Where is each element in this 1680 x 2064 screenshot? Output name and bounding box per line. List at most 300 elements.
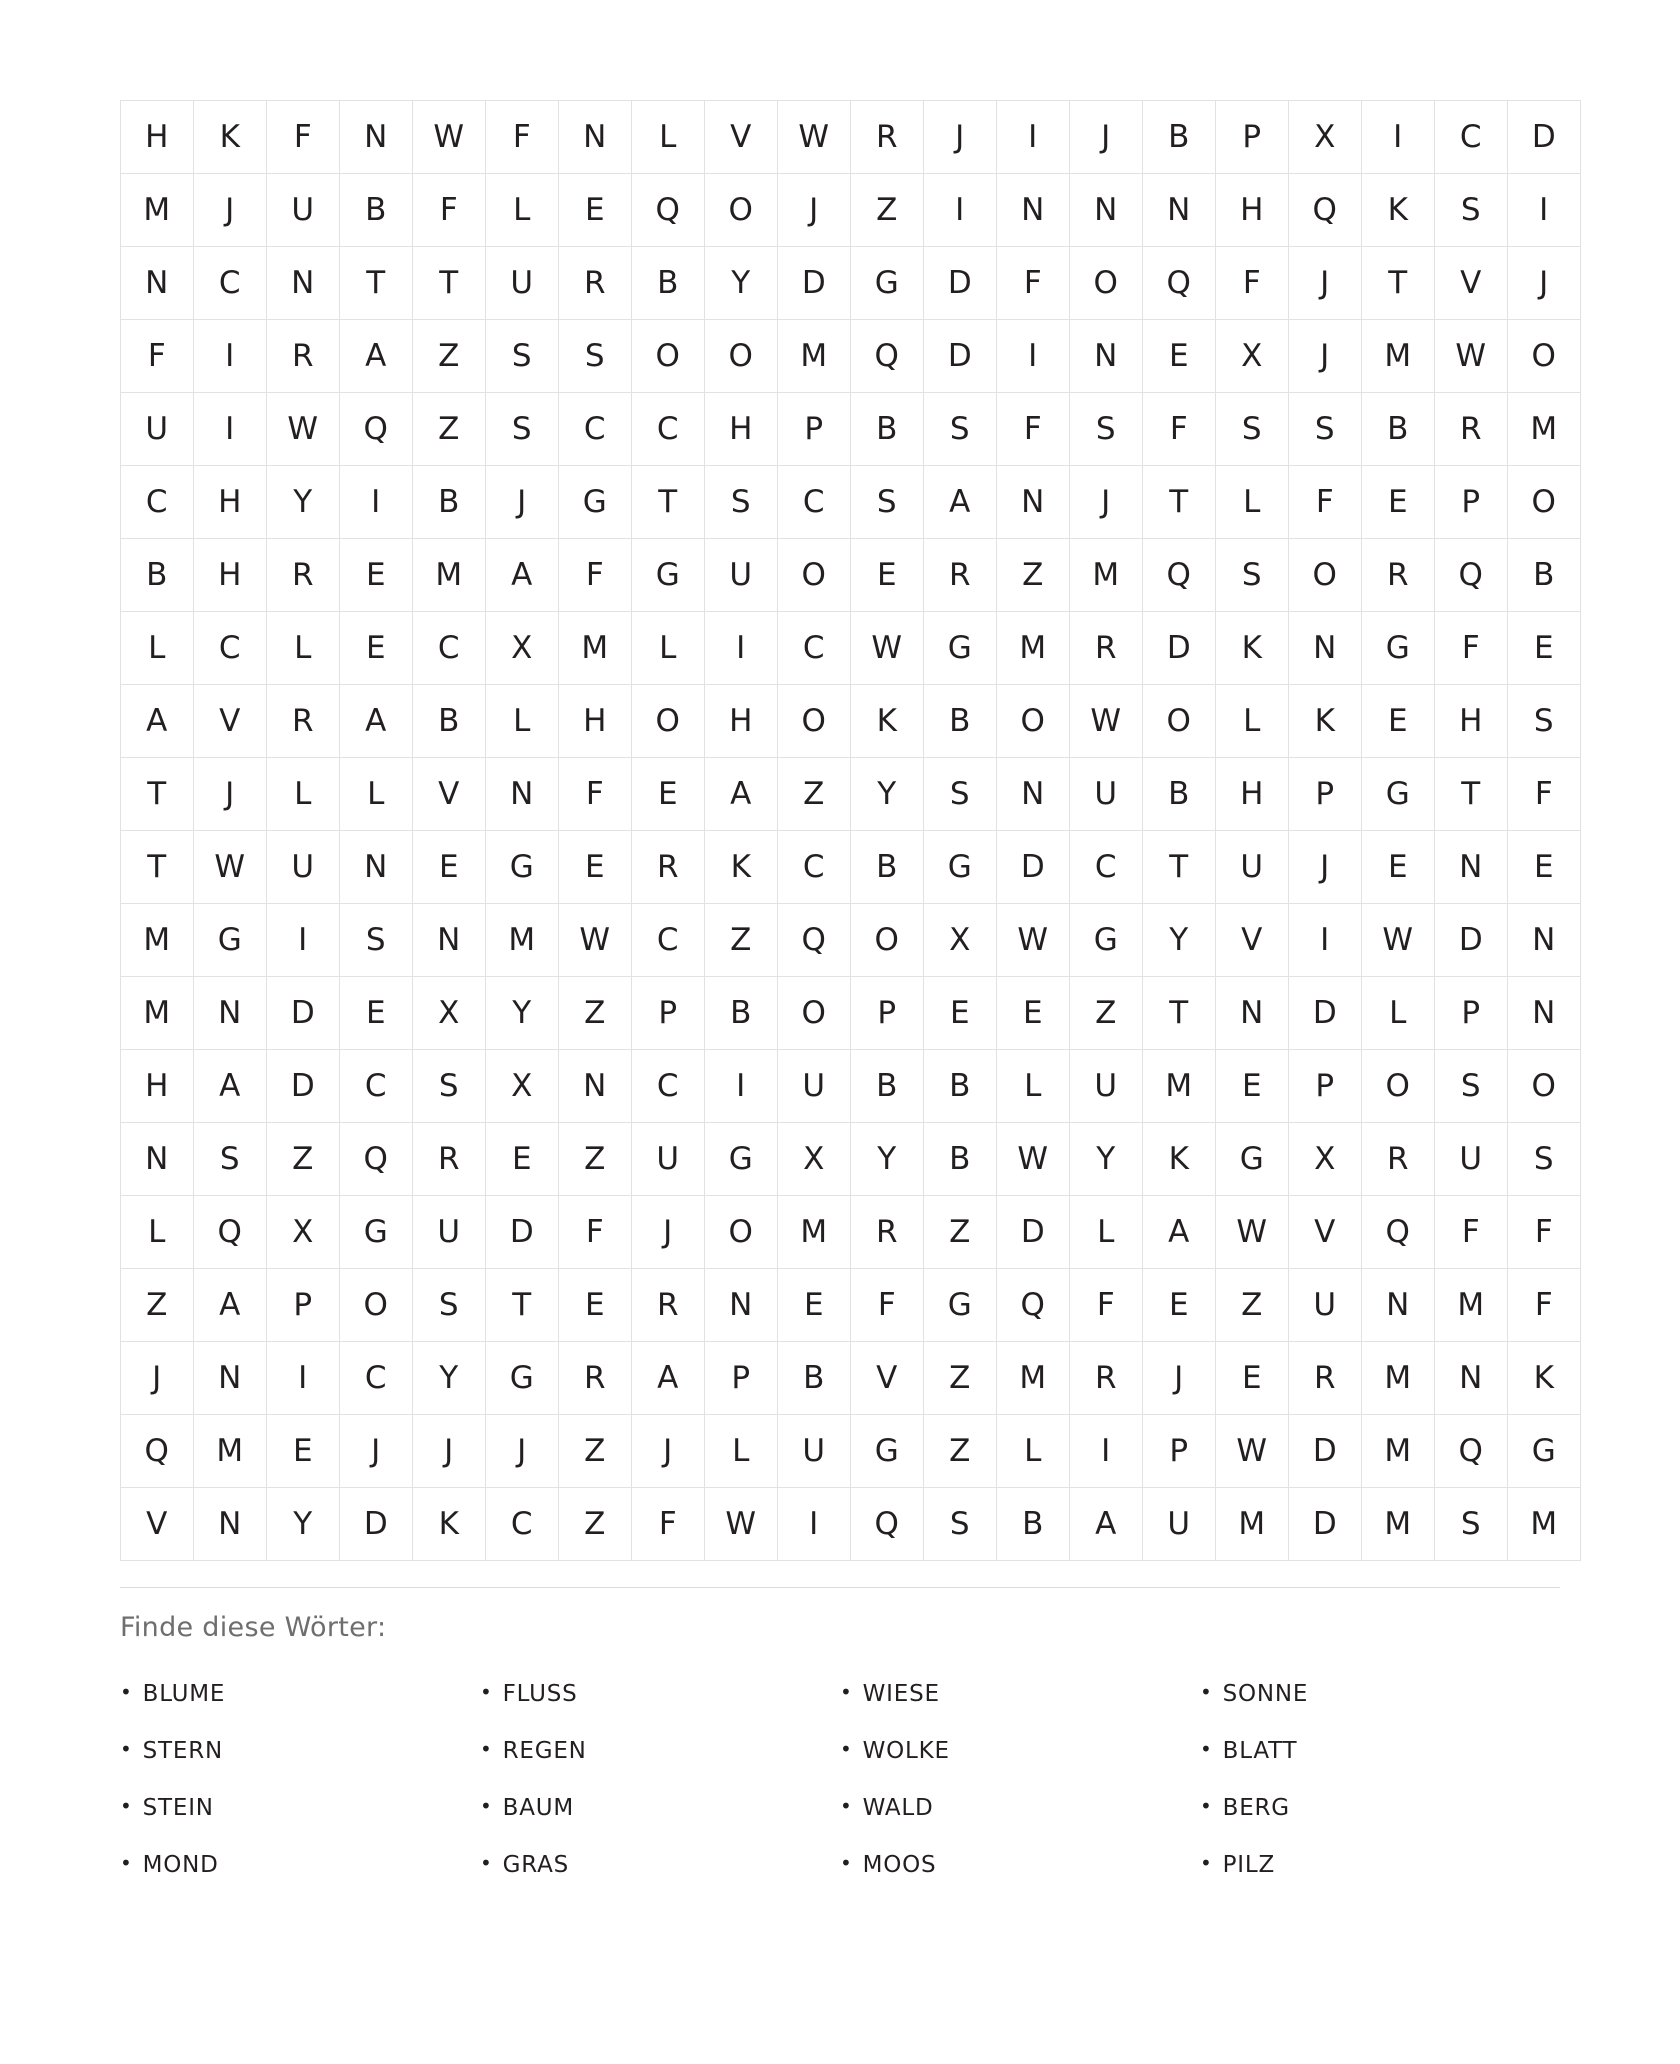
grid-cell: Z [851, 174, 924, 247]
grid-cell: E [1362, 466, 1435, 539]
grid-cell: S [1216, 539, 1289, 612]
bullet-icon: • [480, 1851, 493, 1875]
grid-row [121, 977, 1581, 1050]
grid-cell: J [1289, 831, 1362, 904]
grid-cell: V [1435, 247, 1508, 320]
grid-cell: M [1143, 1050, 1216, 1123]
grid-cell: X [924, 904, 997, 977]
list-item [840, 1665, 1200, 1722]
grid-cell: L [486, 685, 559, 758]
grid-cell: U [1216, 831, 1289, 904]
grid-cell: M [413, 539, 486, 612]
grid-cell: F [1070, 1269, 1143, 1342]
grid-cell: I [778, 1488, 851, 1561]
grid-cell: J [1289, 320, 1362, 393]
grid-cell: Y [486, 977, 559, 1050]
grid-cell: E [1362, 831, 1435, 904]
grid-cell: I [997, 101, 1070, 174]
grid-cell: F [486, 101, 559, 174]
word-label: MOND [142, 1852, 219, 1878]
grid-cell: I [924, 174, 997, 247]
grid-cell: S [1435, 1488, 1508, 1561]
grid-cell: E [1508, 831, 1581, 904]
grid-cell: J [413, 1415, 486, 1488]
grid-cell: X [486, 1050, 559, 1123]
grid-cell: W [1435, 320, 1508, 393]
grid-cell: V [1216, 904, 1289, 977]
grid-cell: M [1362, 1342, 1435, 1415]
grid-cell: U [632, 1123, 705, 1196]
grid-cell: P [705, 1342, 778, 1415]
grid-cell: T [632, 466, 705, 539]
grid-cell: T [1362, 247, 1435, 320]
grid-cell: L [121, 1196, 194, 1269]
grid-cell: G [851, 1415, 924, 1488]
grid-cell: J [1070, 466, 1143, 539]
grid-cell: M [1216, 1488, 1289, 1561]
grid-cell: C [194, 247, 267, 320]
grid-cell: N [486, 758, 559, 831]
grid-cell: Z [559, 1488, 632, 1561]
grid-cell: H [1216, 174, 1289, 247]
grid-cell: M [559, 612, 632, 685]
grid-cell: V [851, 1342, 924, 1415]
grid-cell: M [1362, 320, 1435, 393]
word-label: BERG [1222, 1795, 1290, 1821]
grid-cell: B [778, 1342, 851, 1415]
grid-cell: B [340, 174, 413, 247]
word-list-title: Finde diese Wörter: [120, 1612, 387, 1643]
word-label: BAUM [502, 1795, 575, 1821]
grid-cell: C [413, 612, 486, 685]
grid-cell: Y [267, 1488, 340, 1561]
grid-cell: C [778, 612, 851, 685]
grid-cell: G [1216, 1123, 1289, 1196]
grid-row [121, 1342, 1581, 1415]
bullet-icon: • [1200, 1680, 1213, 1704]
grid-cell: T [340, 247, 413, 320]
grid-cell: S [1508, 685, 1581, 758]
grid-cell: J [1070, 101, 1143, 174]
grid-cell: F [997, 247, 1070, 320]
grid-cell: T [1143, 977, 1216, 1050]
grid-cell: D [486, 1196, 559, 1269]
grid-cell: L [1362, 977, 1435, 1050]
grid-cell: I [194, 320, 267, 393]
grid-cell: G [486, 831, 559, 904]
grid-cell: N [340, 831, 413, 904]
grid-cell: E [340, 539, 413, 612]
grid-cell: N [559, 1050, 632, 1123]
grid-cell: S [413, 1050, 486, 1123]
grid-cell: N [1362, 1269, 1435, 1342]
grid-cell: J [340, 1415, 413, 1488]
grid-cell: Q [632, 174, 705, 247]
grid-cell: P [1289, 1050, 1362, 1123]
grid-cell: W [705, 1488, 778, 1561]
grid-cell: G [340, 1196, 413, 1269]
word-label: MOOS [862, 1852, 937, 1878]
grid-cell: Z [924, 1196, 997, 1269]
grid-cell: B [413, 466, 486, 539]
grid-cell: M [121, 174, 194, 247]
bullet-icon: • [480, 1680, 493, 1704]
grid-cell: S [705, 466, 778, 539]
word-list-column [120, 1665, 480, 1893]
grid-cell: A [1070, 1488, 1143, 1561]
grid-cell: X [267, 1196, 340, 1269]
grid-cell: L [121, 612, 194, 685]
grid-cell: S [924, 1488, 997, 1561]
grid-cell: L [997, 1050, 1070, 1123]
grid-cell: B [1362, 393, 1435, 466]
grid-cell: B [1508, 539, 1581, 612]
grid-cell: M [121, 904, 194, 977]
grid-cell: R [851, 101, 924, 174]
grid-cell: U [486, 247, 559, 320]
grid-row [121, 1050, 1581, 1123]
grid-cell: G [632, 539, 705, 612]
grid-cell: Q [1362, 1196, 1435, 1269]
grid-row [121, 831, 1581, 904]
list-item [840, 1779, 1200, 1836]
grid-cell: M [194, 1415, 267, 1488]
grid-cell: Y [413, 1342, 486, 1415]
grid-cell: L [1216, 685, 1289, 758]
grid-cell: R [1362, 1123, 1435, 1196]
grid-cell: L [267, 612, 340, 685]
grid-cell: O [705, 320, 778, 393]
grid-cell: E [851, 539, 924, 612]
list-item [120, 1665, 480, 1722]
grid-cell: P [632, 977, 705, 1050]
grid-cell: F [559, 1196, 632, 1269]
grid-cell: Z [559, 1415, 632, 1488]
word-list-column [480, 1665, 840, 1893]
bullet-icon: • [1200, 1737, 1213, 1761]
grid-cell: F [559, 758, 632, 831]
grid-row [121, 1123, 1581, 1196]
grid-cell: N [194, 1342, 267, 1415]
grid-cell: H [705, 393, 778, 466]
grid-cell: N [194, 1488, 267, 1561]
grid-cell: D [1508, 101, 1581, 174]
grid-cell: E [340, 612, 413, 685]
grid-cell: W [1216, 1415, 1289, 1488]
grid-cell: K [1362, 174, 1435, 247]
grid-cell: A [705, 758, 778, 831]
grid-cell: S [924, 393, 997, 466]
grid-cell: W [1362, 904, 1435, 977]
grid-cell: L [1216, 466, 1289, 539]
grid-cell: Z [559, 977, 632, 1050]
grid-cell: U [1289, 1269, 1362, 1342]
bullet-icon: • [840, 1737, 853, 1761]
grid-cell: Q [194, 1196, 267, 1269]
bullet-icon: • [120, 1737, 133, 1761]
grid-cell: Z [1216, 1269, 1289, 1342]
grid-cell: A [121, 685, 194, 758]
grid-cell: Q [851, 320, 924, 393]
grid-cell: E [924, 977, 997, 1050]
grid-cell: R [632, 831, 705, 904]
grid-cell: P [1289, 758, 1362, 831]
grid-cell: R [632, 1269, 705, 1342]
grid-cell: E [267, 1415, 340, 1488]
grid-cell: G [1508, 1415, 1581, 1488]
grid-cell: G [194, 904, 267, 977]
word-label: PILZ [1222, 1852, 1276, 1878]
grid-cell: W [1216, 1196, 1289, 1269]
grid-cell: F [851, 1269, 924, 1342]
grid-cell: W [413, 101, 486, 174]
bullet-icon: • [120, 1794, 133, 1818]
section-divider [120, 1587, 1560, 1588]
grid-cell: D [340, 1488, 413, 1561]
grid-cell: S [1435, 1050, 1508, 1123]
grid-cell: F [1435, 1196, 1508, 1269]
word-label: SONNE [1222, 1681, 1309, 1707]
grid-cell: N [340, 101, 413, 174]
grid-cell: Z [705, 904, 778, 977]
grid-cell: R [559, 247, 632, 320]
grid-cell: U [267, 831, 340, 904]
grid-cell: I [1289, 904, 1362, 977]
grid-cell: A [924, 466, 997, 539]
grid-cell: W [997, 904, 1070, 977]
grid-cell: E [559, 1269, 632, 1342]
grid-cell: X [778, 1123, 851, 1196]
list-item [120, 1722, 480, 1779]
grid-cell: O [340, 1269, 413, 1342]
grid-cell: F [1143, 393, 1216, 466]
puzzle-grid [120, 100, 1581, 1561]
grid-cell: Q [1435, 1415, 1508, 1488]
grid-cell: G [924, 831, 997, 904]
grid-cell: J [486, 466, 559, 539]
grid-cell: S [851, 466, 924, 539]
grid-cell: F [1508, 758, 1581, 831]
grid-cell: I [705, 612, 778, 685]
grid-cell: T [1143, 831, 1216, 904]
grid-cell: Q [1143, 247, 1216, 320]
grid-cell: N [997, 174, 1070, 247]
grid-cell: D [1143, 612, 1216, 685]
grid-cell: J [121, 1342, 194, 1415]
word-list-column [840, 1665, 1200, 1893]
grid-cell: E [559, 831, 632, 904]
grid-cell: J [632, 1415, 705, 1488]
grid-cell: L [632, 101, 705, 174]
grid-cell: S [1435, 174, 1508, 247]
grid-cell: C [1435, 101, 1508, 174]
grid-cell: B [705, 977, 778, 1050]
grid-cell: X [1289, 1123, 1362, 1196]
grid-cell: P [1435, 466, 1508, 539]
grid-cell: U [778, 1050, 851, 1123]
grid-cell: R [267, 320, 340, 393]
list-item [480, 1779, 840, 1836]
grid-cell: S [486, 320, 559, 393]
grid-cell: L [1070, 1196, 1143, 1269]
grid-cell: G [559, 466, 632, 539]
grid-cell: U [121, 393, 194, 466]
grid-cell: N [121, 1123, 194, 1196]
grid-cell: A [340, 320, 413, 393]
grid-cell: D [1289, 1488, 1362, 1561]
grid-cell: W [778, 101, 851, 174]
grid-cell: X [1289, 101, 1362, 174]
grid-cell: J [632, 1196, 705, 1269]
grid-cell: X [1216, 320, 1289, 393]
grid-cell: Q [778, 904, 851, 977]
grid-cell: F [1508, 1196, 1581, 1269]
grid-cell: Q [340, 1123, 413, 1196]
grid-cell: V [194, 685, 267, 758]
grid-cell: Z [413, 320, 486, 393]
list-item [480, 1836, 840, 1893]
grid-cell: F [632, 1488, 705, 1561]
grid-cell: B [632, 247, 705, 320]
grid-cell: R [1289, 1342, 1362, 1415]
grid-cell: O [1362, 1050, 1435, 1123]
grid-cell: A [632, 1342, 705, 1415]
grid-cell: E [413, 831, 486, 904]
grid-row [121, 1415, 1581, 1488]
grid-cell: N [1070, 320, 1143, 393]
grid-cell: S [924, 758, 997, 831]
grid-cell: L [486, 174, 559, 247]
grid-cell: K [1508, 1342, 1581, 1415]
bullet-icon: • [1200, 1794, 1213, 1818]
bullet-icon: • [840, 1680, 853, 1704]
grid-cell: I [997, 320, 1070, 393]
word-label: BLATT [1222, 1738, 1298, 1764]
grid-cell: S [194, 1123, 267, 1196]
grid-cell: U [778, 1415, 851, 1488]
grid-cell: S [486, 393, 559, 466]
grid-cell: Q [121, 1415, 194, 1488]
grid-cell: G [486, 1342, 559, 1415]
grid-cell: R [267, 685, 340, 758]
grid-row [121, 904, 1581, 977]
grid-cell: Y [267, 466, 340, 539]
grid-cell: H [121, 101, 194, 174]
grid-cell: Q [851, 1488, 924, 1561]
grid-cell: J [194, 758, 267, 831]
list-item [1200, 1779, 1560, 1836]
word-label: GRAS [502, 1852, 570, 1878]
grid-cell: T [1143, 466, 1216, 539]
word-label: FLUSS [502, 1681, 578, 1707]
grid-cell: F [1435, 612, 1508, 685]
grid-cell: O [632, 320, 705, 393]
grid-cell: M [1435, 1269, 1508, 1342]
grid-cell: C [194, 612, 267, 685]
grid-cell: M [121, 977, 194, 1050]
grid-cell: O [1143, 685, 1216, 758]
grid-cell: I [267, 904, 340, 977]
grid-cell: U [1435, 1123, 1508, 1196]
grid-cell: B [1143, 758, 1216, 831]
grid-cell: G [1070, 904, 1143, 977]
grid-cell: N [121, 247, 194, 320]
grid-cell: K [194, 101, 267, 174]
grid-cell: S [1070, 393, 1143, 466]
grid-cell: S [1216, 393, 1289, 466]
grid-cell: C [1070, 831, 1143, 904]
grid-cell: O [705, 174, 778, 247]
grid-cell: N [267, 247, 340, 320]
grid-cell: O [632, 685, 705, 758]
grid-cell: Z [121, 1269, 194, 1342]
grid-cell: V [121, 1488, 194, 1561]
grid-cell: Z [924, 1415, 997, 1488]
word-list-column [1200, 1665, 1560, 1893]
grid-cell: G [1362, 612, 1435, 685]
grid-cell: X [486, 612, 559, 685]
grid-cell: H [121, 1050, 194, 1123]
grid-cell: K [1216, 612, 1289, 685]
grid-row [121, 174, 1581, 247]
grid-cell: Y [1143, 904, 1216, 977]
grid-cell: P [267, 1269, 340, 1342]
grid-cell: B [997, 1488, 1070, 1561]
list-item [1200, 1665, 1560, 1722]
bullet-icon: • [120, 1680, 133, 1704]
grid-cell: I [267, 1342, 340, 1415]
grid-cell: R [267, 539, 340, 612]
grid-cell: C [778, 831, 851, 904]
grid-cell: F [1216, 247, 1289, 320]
grid-cell: Q [1435, 539, 1508, 612]
grid-cell: S [559, 320, 632, 393]
grid-cell: C [340, 1050, 413, 1123]
grid-cell: D [924, 320, 997, 393]
grid-cell: N [1435, 831, 1508, 904]
grid-cell: E [1216, 1050, 1289, 1123]
grid-row [121, 539, 1581, 612]
grid-cell: J [1289, 247, 1362, 320]
grid-row [121, 320, 1581, 393]
grid-cell: I [1070, 1415, 1143, 1488]
grid-cell: E [486, 1123, 559, 1196]
grid-cell: J [1143, 1342, 1216, 1415]
grid-cell: N [1143, 174, 1216, 247]
grid-cell: Q [1289, 174, 1362, 247]
grid-cell: T [121, 831, 194, 904]
grid-cell: L [705, 1415, 778, 1488]
list-item [480, 1722, 840, 1779]
grid-cell: J [924, 101, 997, 174]
grid-cell: L [997, 1415, 1070, 1488]
grid-cell: H [194, 539, 267, 612]
grid-row [121, 612, 1581, 685]
grid-cell: M [997, 612, 1070, 685]
grid-cell: E [632, 758, 705, 831]
word-label: WOLKE [862, 1738, 950, 1764]
grid-cell: K [851, 685, 924, 758]
grid-row [121, 1269, 1581, 1342]
grid-cell: A [486, 539, 559, 612]
grid-cell: D [1289, 1415, 1362, 1488]
grid-cell: C [559, 393, 632, 466]
list-item [840, 1722, 1200, 1779]
grid-cell: Y [851, 758, 924, 831]
grid-cell: U [1070, 1050, 1143, 1123]
grid-row [121, 758, 1581, 831]
grid-cell: O [778, 977, 851, 1050]
